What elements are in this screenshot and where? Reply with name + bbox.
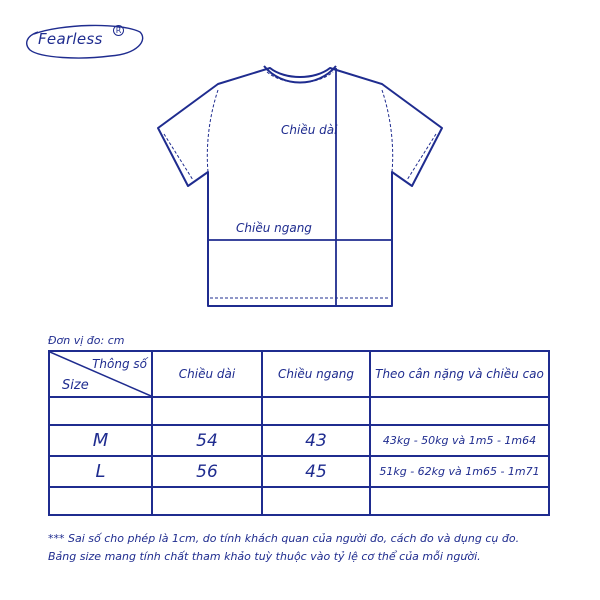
table-row [49,425,549,456]
table-row [49,456,549,487]
fit-cell: 43kg - 50kg và 1m5 - 1m64 [370,425,549,456]
header-fit: Theo cân nặng và chiều cao [370,351,549,397]
footnote-line-2: Bảng size mang tính chất tham khảo tuỳ thuộc vào tỷ lệ cơ thể của mỗi người. [48,550,481,563]
tshirt-outline [158,68,442,306]
footnote [48,530,519,566]
brand-name: Fearless [38,30,103,48]
corner-param-label: Thông số [92,357,147,371]
unit-label: Đơn vị đo: cm [48,334,125,347]
footnote-line-1: *** Sai số cho phép là 1cm, do tính khách quan của người đo, cách đo và dụng cụ đo. [48,532,520,545]
tshirt-collar [264,66,336,83]
table-row-empty-bottom [49,487,549,515]
header-width: Chiều ngang [262,351,370,397]
length-cell: 54 [152,425,262,456]
left-sleeve-stitch [164,134,193,180]
length-label: Chiều dài [281,123,338,137]
length-cell: 56 [152,456,262,487]
fit-cell: 51kg - 62kg và 1m65 - 1m71 [370,456,549,487]
size-cell: L [49,456,152,487]
table-header-row [49,351,549,397]
registered-mark: R [113,25,124,36]
size-table [48,350,550,516]
width-label: Chiều ngang [236,221,312,235]
table-corner-cell [49,351,152,397]
corner-size-label: Size [62,378,89,393]
width-cell: 45 [262,456,370,487]
size-cell: M [49,425,152,456]
table-row-empty-top [49,397,549,425]
width-cell: 43 [262,425,370,456]
header-length: Chiều dài [152,351,262,397]
right-sleeve-stitch [407,134,436,180]
